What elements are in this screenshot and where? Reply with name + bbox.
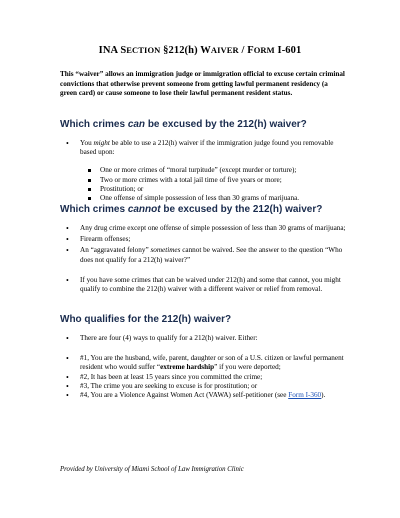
qualify-way-1: • #1, You are the husband, wife, parent, daughter or son of a U.S. citizen or lawful permanent resident who would suffer “extreme hardship” if you were deported; — [60, 354, 350, 372]
combine-waiver-item: • If you have some crimes that can be waived under 212(h) and some that cannot, you might qualify to combine the 212(h) waiver with a different waiver or relief from removal. — [60, 276, 350, 294]
qualify-way-3: • #3, The crime you are seeking to excuse is for prostitution; or — [60, 382, 350, 391]
list-item: One or more crimes of “moral turpitude” (except murder or torture); — [60, 166, 350, 175]
list-item: • Firearm offenses; — [60, 235, 350, 244]
form-i-360-link[interactable]: Form I-360 — [288, 391, 322, 400]
section-cannot-be-excused — [60, 224, 350, 300]
section-can-be-excused — [60, 139, 350, 203]
aggravated-felony-item: • An “aggravated felony” sometimes cannot be waived. See the answer to the question “Who does not qualify for a 212(h) waiver?” — [60, 246, 350, 264]
qualify-way-4: • #4, You are a Violence Against Women Act (VAWA) self-petitioner (see Form I-360). — [60, 391, 350, 400]
heading-can-be-excused: Which crimes can be excused by the 212(h) waiver? — [60, 119, 307, 130]
page-title: INA SECTION §212(h) WAIVER / FORM I-601 — [98, 45, 302, 56]
section-who-qualifies — [60, 334, 350, 400]
list-item: Two or more crimes with a total jail time of five years or more; — [60, 176, 350, 185]
list-item: • Any drug crime except one offense of simple possession of less than 30 grams of marijuana; — [60, 224, 350, 233]
list-item: One offense of simple possession of less than 30 grams of marijuana. — [60, 194, 350, 203]
intro-paragraph: This “waiver” allows an immigration judge or immigration official to excuse certain criminal convictions that otherwise prevent someone from getting lawful permanent residency (a green card) or cause someone to lose their lawful permanent resident status. — [60, 70, 345, 98]
might-qualify-bullet: • You might be able to use a 212(h) waiver if the immigration judge found you removable based upon: — [60, 139, 350, 157]
four-ways-intro: • There are four (4) ways to qualify for a 212(h) waiver. Either: — [60, 334, 350, 343]
footer-credit: Provided by University of Miami School of Law Immigration Clinic — [60, 466, 244, 473]
heading-cannot-be-excused: Which crimes cannot be excused by the 212(h) waiver? — [60, 204, 323, 215]
qualify-way-2: • #2, It has been at least 15 years since you committed the crime; — [60, 373, 350, 382]
list-item: Prostitution; or — [60, 185, 350, 194]
heading-who-qualifies: Who qualifies for the 212(h) waiver? — [60, 314, 232, 325]
